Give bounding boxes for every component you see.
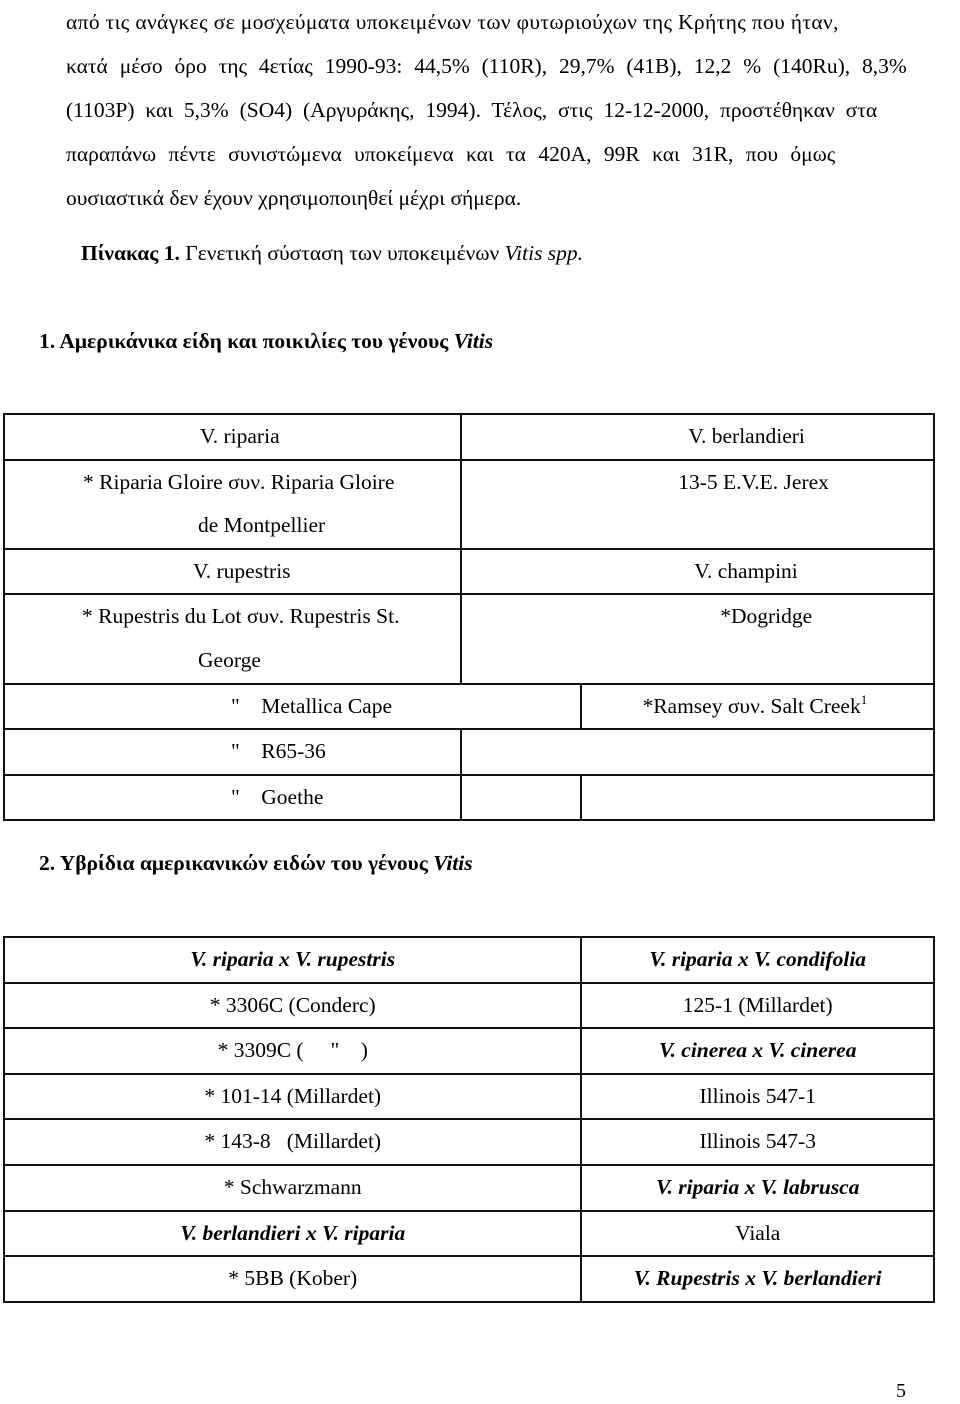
caption-label: Πίνακας 1. (81, 241, 180, 265)
table-row (4, 460, 934, 549)
table-cell (461, 729, 934, 775)
variety-metallica-cape: " Metallica Cape (231, 693, 393, 718)
table-cell: V. riparia x V. rupestris (4, 937, 581, 983)
table-cell: * 5BB (Kober) (4, 1256, 581, 1302)
variety-riparia-gloire-cont: de Montpellier (198, 513, 326, 538)
table-row (4, 1028, 934, 1074)
table-row (4, 1119, 934, 1165)
section-2-title: 2. Υβρίδια αμερικανικών ειδών του γένους (39, 851, 434, 875)
table-cell (461, 775, 581, 821)
table-cell (4, 460, 461, 549)
table-cell (581, 684, 934, 730)
species-riparia: V. riparia (200, 424, 280, 448)
table-cell (581, 775, 934, 821)
species-champini: V. champini (694, 558, 798, 583)
table-row (4, 549, 934, 595)
section-1-genus: Vitis (453, 329, 494, 353)
table-row (4, 414, 934, 460)
table-row (4, 983, 934, 1029)
table-cell (461, 414, 934, 460)
table-row (4, 937, 934, 983)
species-berlandieri: V. berlandieri (688, 424, 805, 448)
table-row (4, 1074, 934, 1120)
table-cell: * 3309C ( " ) (4, 1028, 581, 1074)
paragraph-line-2: κατά μέσο όρο της 4ετίας 1990-93: 44,5% (110R), 29,7% (41B), 12,2 % (140Ru), 8,3% (66, 54, 907, 78)
footnote-marker: 1 (860, 691, 868, 707)
table-row (4, 594, 934, 683)
table-cell: * 3306C (Conderc) (4, 983, 581, 1029)
table-cell: 125-1 (Millardet) (581, 983, 934, 1029)
section-1-title: 1. Αμερικάνικα είδη και ποικιλίες του γένους (39, 329, 454, 353)
table-cell (4, 684, 581, 730)
table-cell: Illinois 547-1 (581, 1074, 934, 1120)
species-rupestris: V. rupestris (193, 558, 291, 583)
variety-ramsey-text: *Ramsey συν. Salt Creek (642, 693, 861, 718)
table-cell: Illinois 547-3 (581, 1119, 934, 1165)
paragraph-line-5: ουσιαστικά δεν έχουν χρησιμοποιηθεί μέχρι σήμερα. (66, 186, 522, 210)
table-cell (461, 594, 934, 683)
table-cell: * 143-8 (Millardet) (4, 1119, 581, 1165)
table-caption (81, 241, 583, 266)
variety-ramsey (582, 685, 933, 729)
table-cell (4, 775, 461, 821)
table-row (4, 775, 934, 821)
variety-riparia-gloire: * Riparia Gloire συν. Riparia Gloire (83, 469, 395, 494)
caption-text: Γενετική σύσταση των υποκειμένων (179, 241, 505, 265)
variety-rupestris-du-lot-cont: George (198, 647, 261, 672)
table-row (4, 1165, 934, 1211)
table-cell (461, 460, 934, 549)
variety-dogridge: *Dogridge (720, 604, 813, 629)
table-cell (461, 549, 934, 595)
table-cell (4, 594, 461, 683)
table-cell: V. riparia x V. condifolia (581, 937, 934, 983)
section-heading-1 (39, 329, 493, 354)
table-cell (4, 729, 461, 775)
variety-rupestris-du-lot: * Rupestris du Lot συν. Rupestris St. (82, 604, 400, 629)
variety-r65-36: " R65-36 (231, 739, 326, 764)
paragraph-line-3: (1103P) και 5,3% (SO4) (Αργυράκης, 1994). Τέλος, στις 12-12-2000, προστέθηκαν στα (66, 98, 878, 122)
table-cell: V. berlandieri x V. riparia (4, 1211, 581, 1257)
table-cell (4, 549, 461, 595)
table-cell: Viala (581, 1211, 934, 1257)
table-cell: V. cinerea x V. cinerea (581, 1028, 934, 1074)
table-row (4, 1211, 934, 1257)
table-row (4, 729, 934, 775)
section-2-genus: Vitis (433, 851, 473, 875)
table-hybrids (3, 936, 935, 1303)
table-cell: V. Rupestris x V. berlandieri (581, 1256, 934, 1302)
table-cell: V. riparia x V. labrusca (581, 1165, 934, 1211)
table-row (4, 684, 934, 730)
page-number: 5 (896, 1380, 906, 1402)
table-american-species (3, 413, 935, 821)
table-cell: * Schwarzmann (4, 1165, 581, 1211)
caption-italic: Vitis spp. (504, 241, 584, 265)
variety-13-5-eve: 13-5 E.V.E. Jerex (678, 469, 829, 494)
table-cell: * 101-14 (Millardet) (4, 1074, 581, 1120)
table-row (4, 1256, 934, 1302)
variety-goethe: " Goethe (231, 784, 324, 809)
paragraph-line-1: από τις ανάγκες σε μοσχεύματα υποκειμένων των φυτωριούχων της Κρήτης που ήταν, (66, 10, 839, 34)
table-cell (4, 414, 461, 460)
paragraph-line-4: παραπάνω πέντε συνιστώμενα υποκείμενα και τα 420A, 99R και 31R, που όμως (66, 142, 836, 166)
section-heading-2 (39, 851, 473, 876)
body-paragraph (66, 0, 934, 220)
